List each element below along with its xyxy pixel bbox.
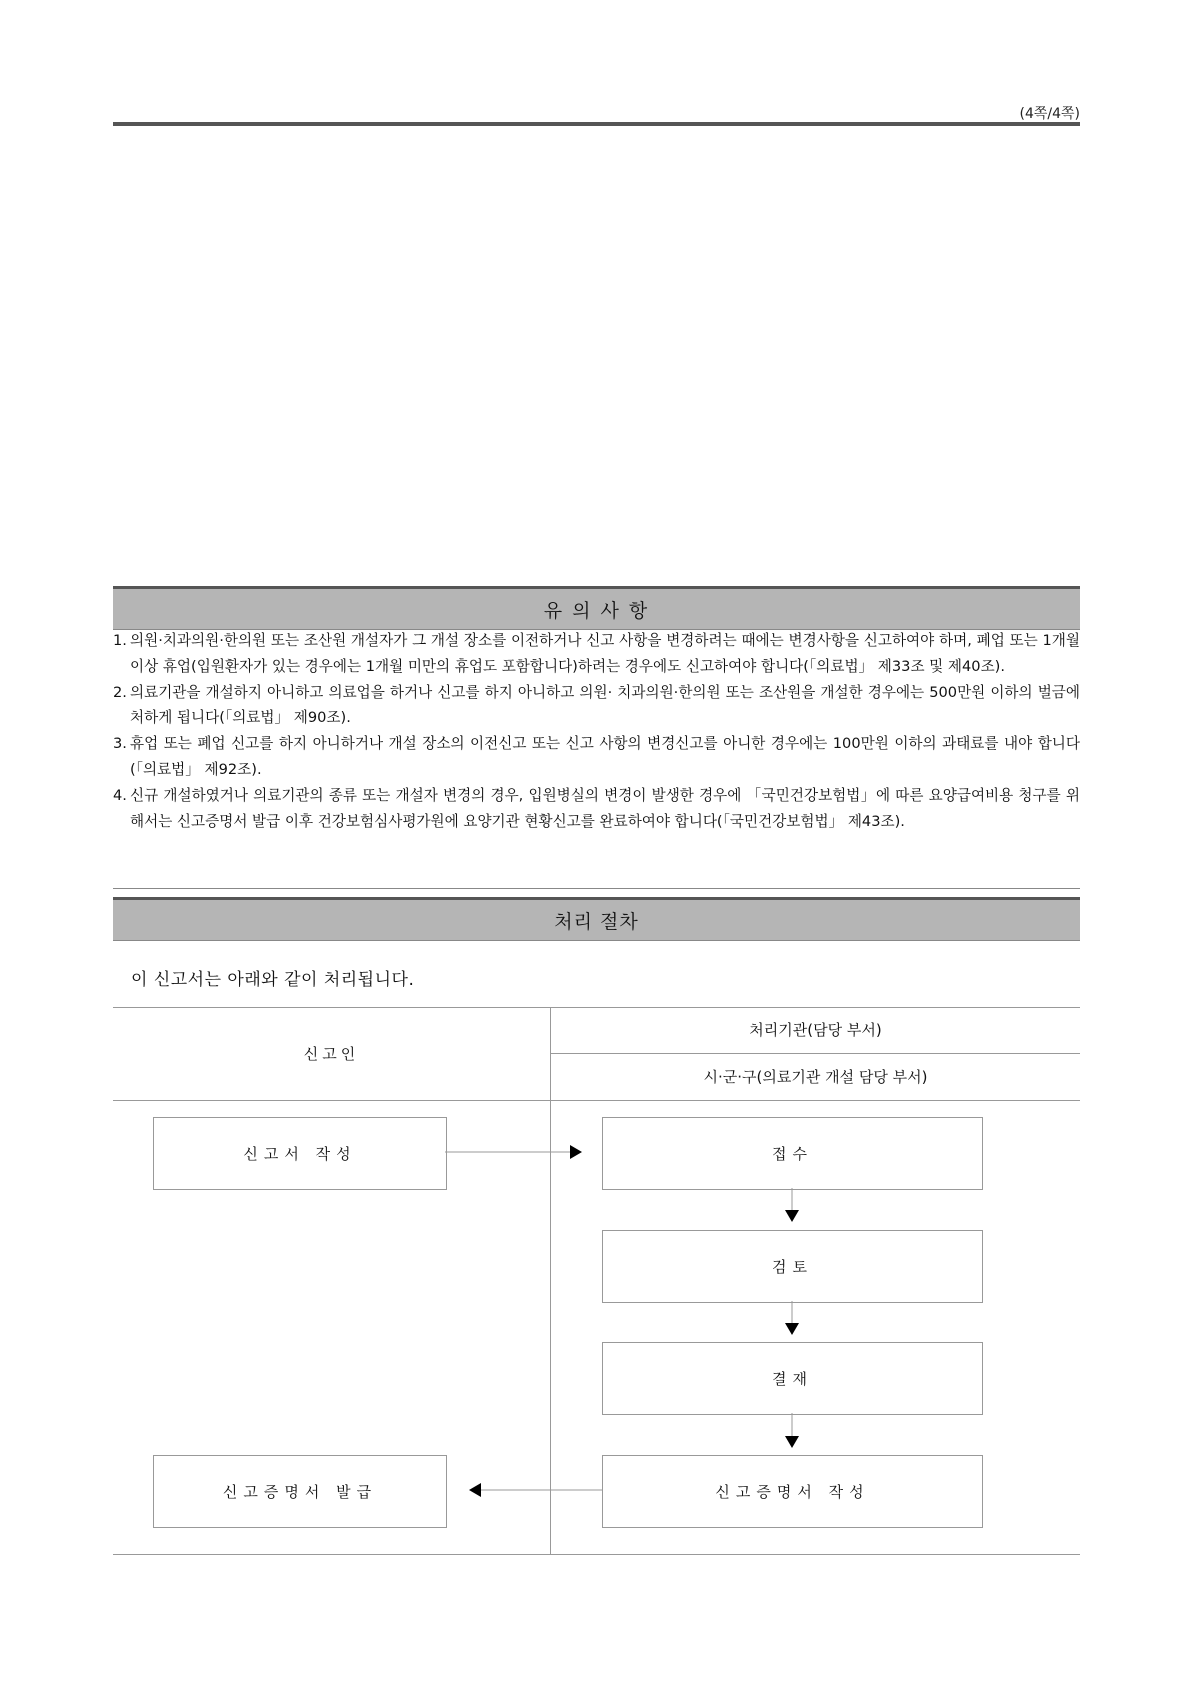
arrow-review-to-approve (785, 1301, 799, 1335)
procedure-intro: 이 신고서는 아래와 같이 처리됩니다. (131, 970, 415, 990)
procedure-table-sub-rule (551, 1053, 1080, 1054)
arrow-cert-write-to-issue (469, 1483, 602, 1497)
note-number: 2. (113, 683, 127, 701)
note-text: 의료기관을 개설하지 아니하고 의료업을 하거나 신고를 하지 아니하고 의원· 치과의원·한의원 또는 조산원을 개설한 경우에는 500만원 이하의 벌금에 처하게 됩니다(「의료법」 제90조). (130, 683, 1080, 727)
step-review: 검토 (602, 1230, 983, 1303)
notes-list (113, 628, 1080, 834)
notes-header: 유 의 사 항 (113, 586, 1080, 630)
page-number: (4쪽/4쪽) (1019, 106, 1080, 122)
procedure-header: 처리 절차 (113, 897, 1080, 941)
note-text: 의원·치과의원·한의원 또는 조산원 개설자가 그 개설 장소를 이전하거나 신고 사항을 변경하려는 때에는 변경사항을 신고하여야 하며, 폐업 또는 1개월 이상 휴업(입원환자가 있는 경우에는 1개월 미만의 휴업도 포함합니다)하려는 경우에도 신고하여야 합니다(「의료법」 제33조 및 제40조). (130, 632, 1080, 675)
arrow-receive-to-review (785, 1188, 799, 1222)
note-item (113, 783, 1080, 835)
step-issue-certificate: 신고증명서 발급 (153, 1455, 447, 1528)
step-write-application: 신고서 작성 (153, 1117, 447, 1190)
arrow-approve-to-cert-write (785, 1413, 799, 1448)
procedure-table-header-rule (113, 1100, 1080, 1101)
top-rule (113, 122, 1080, 126)
note-text: 휴업 또는 폐업 신고를 하지 아니하거나 개설 장소의 이전신고 또는 신고 사항의 변경신고를 아니한 경우에는 100만원 이하의 과태료를 내야 합니다(「의료법」 제92조). (130, 735, 1080, 778)
agency-department-label: 시·군·구(의료기관 개설 담당 부서) (703, 1068, 928, 1086)
note-number: 3. (113, 735, 127, 753)
note-text: 신규 개설하였거나 의료기관의 종류 또는 개설자 변경의 경우, 입원병실의 변경이 발생한 경우에 「국민건강보험법」에 따른 요양급여비용 청구를 위해서는 신고증명서 발급 이후 건강보험심사평가원에 요양기관 현황신고를 완료하여야 합니다(「국민건강보험법」 제43조). (130, 786, 1080, 830)
note-item (113, 628, 1080, 680)
step-approve: 결재 (602, 1342, 983, 1415)
note-number: 4. (113, 786, 127, 804)
note-item (113, 731, 1080, 783)
arrow-write-to-receive (445, 1145, 582, 1159)
notes-bottom-rule (113, 888, 1080, 889)
step-write-certificate: 신고증명서 작성 (602, 1455, 983, 1528)
applicant-column-label: 신고인 (303, 1045, 360, 1063)
step-receive: 접수 (602, 1117, 983, 1190)
note-item (113, 680, 1080, 732)
note-number: 1. (113, 632, 127, 649)
procedure-table-bottom-rule (113, 1554, 1080, 1555)
procedure-table-divider (550, 1007, 551, 1555)
agency-column-label: 처리기관(담당 부서) (749, 1021, 882, 1039)
procedure-table-top-rule (113, 1007, 1080, 1008)
